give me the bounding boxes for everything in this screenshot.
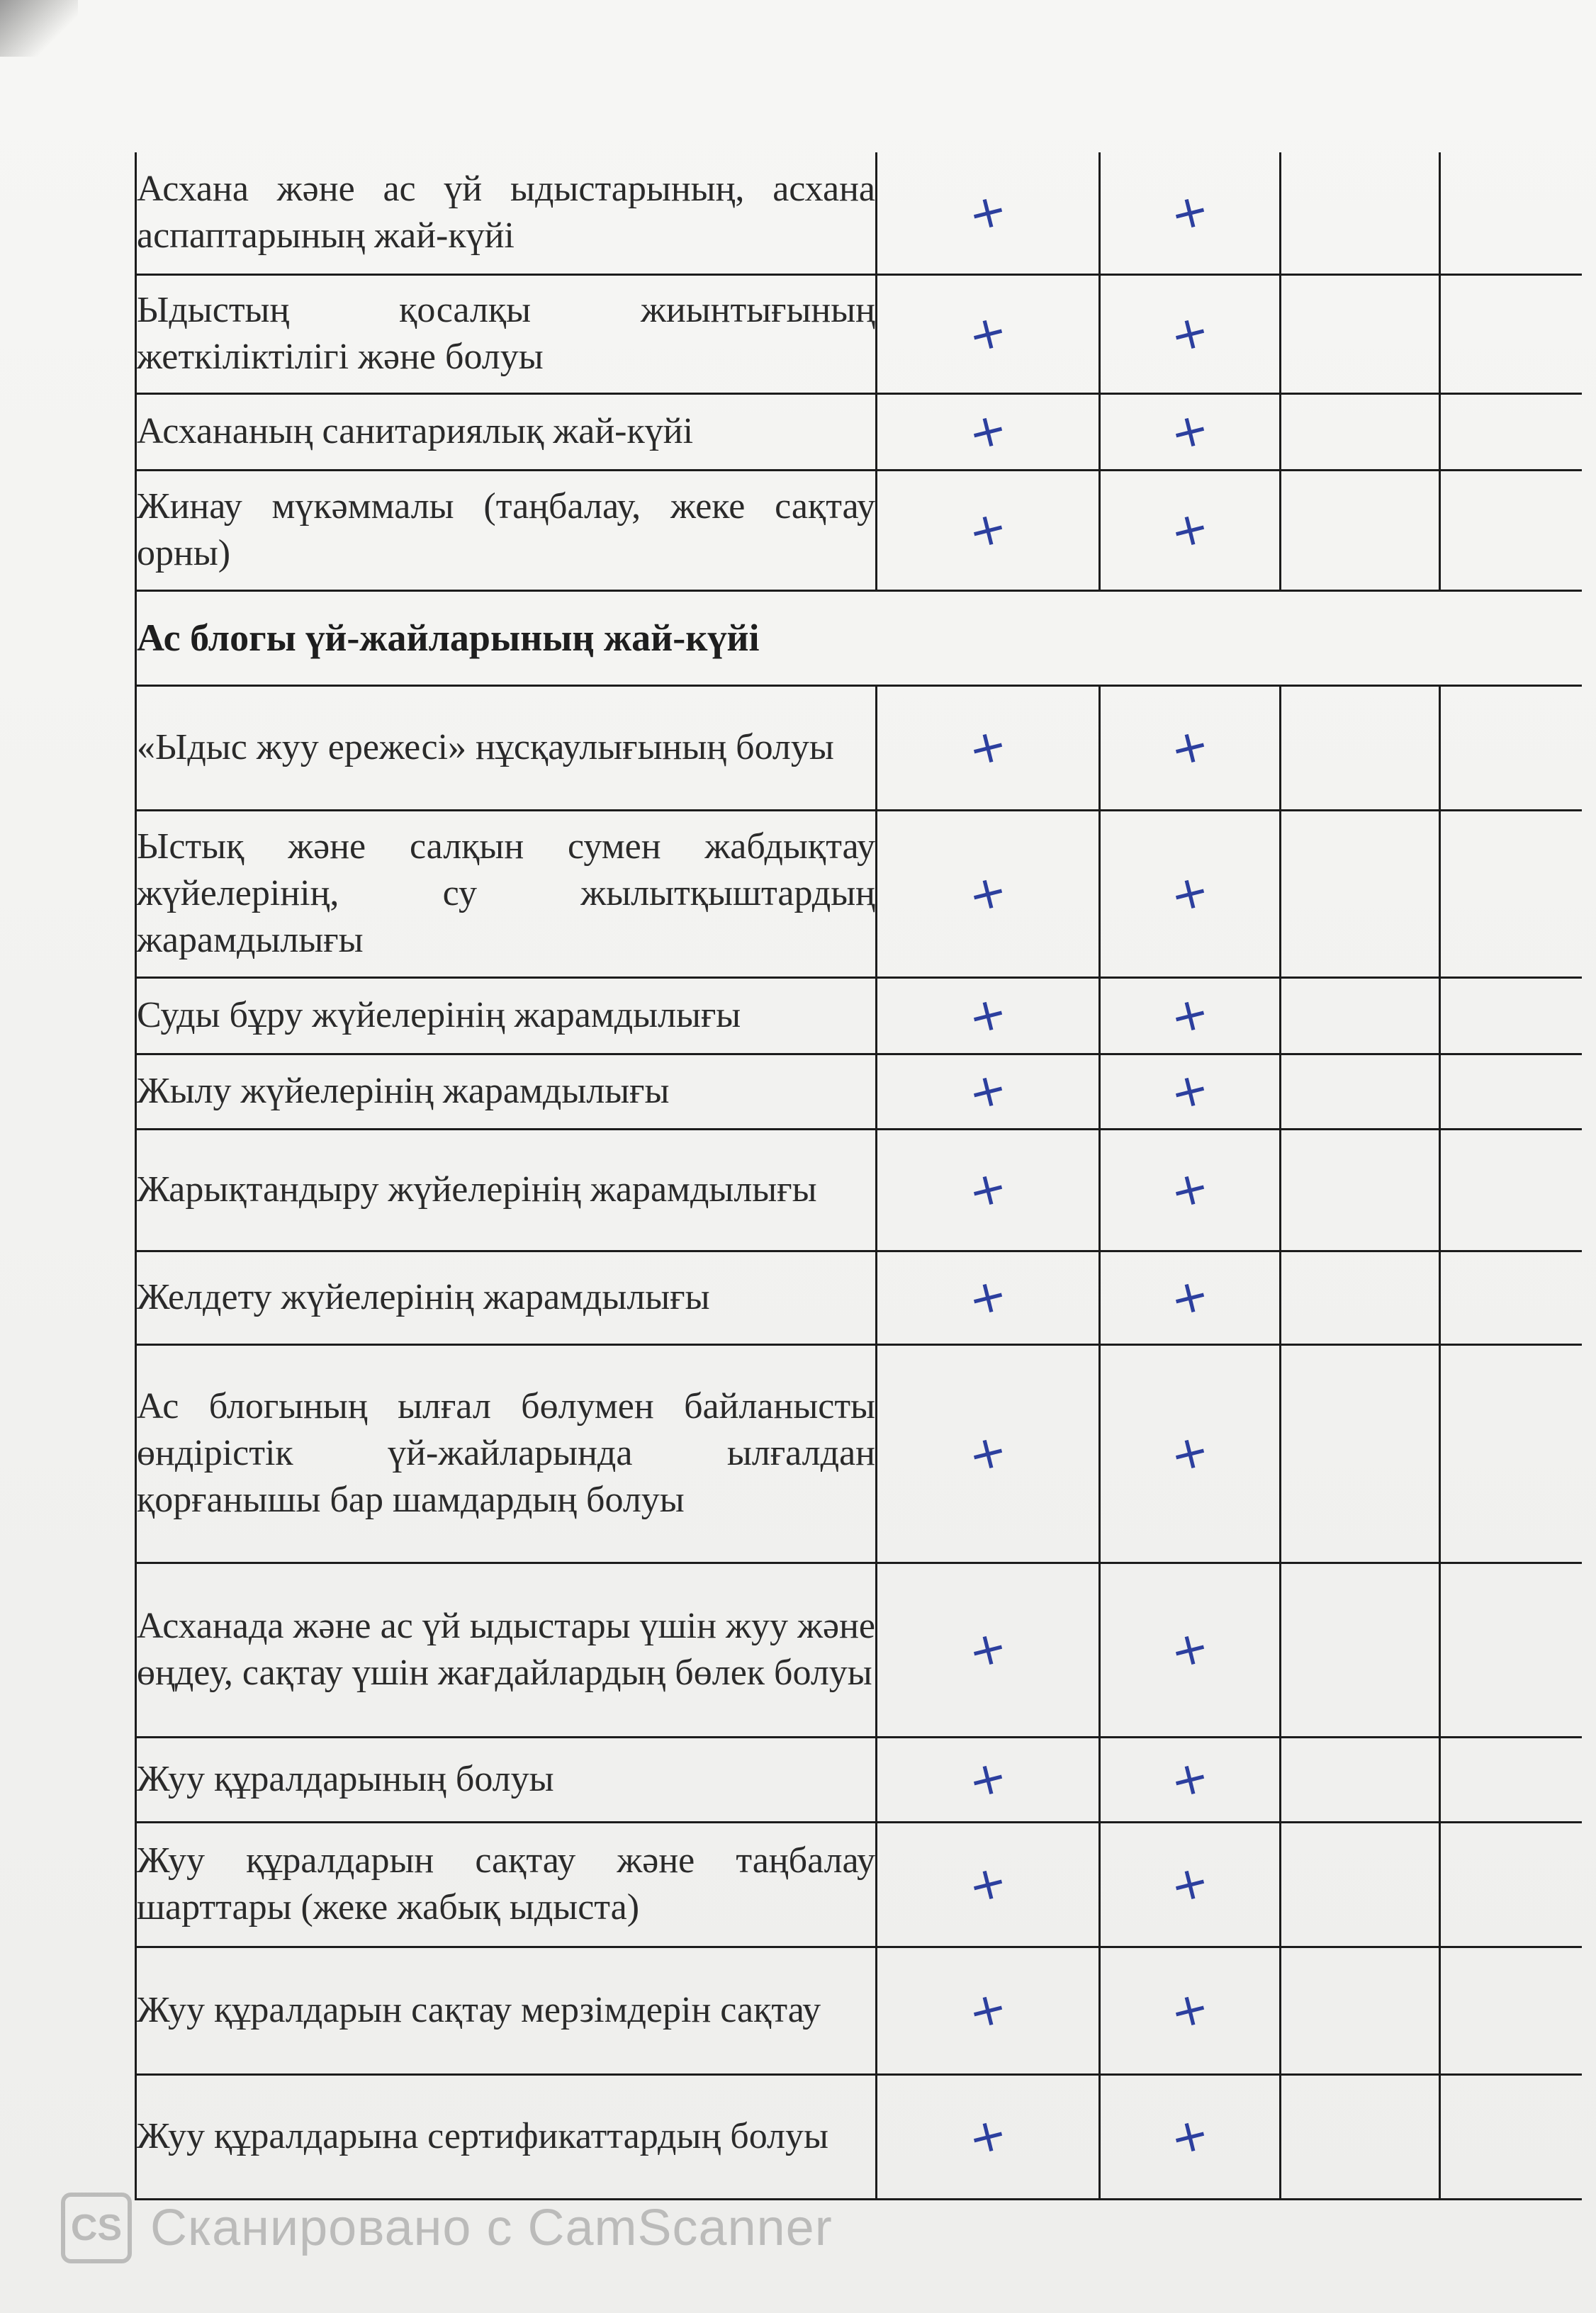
item-label: Жарықтандыру жүйелерінің жарамдылығы: [136, 1129, 877, 1251]
check-mark-col2: +: [1100, 810, 1281, 977]
empty-cell: [1440, 2074, 1582, 2199]
item-label: Жуу құралдарын сақтау мерзімдерін сақтау: [136, 1947, 877, 2074]
table-row: [136, 1822, 1582, 1947]
check-mark-col1: +: [877, 2074, 1100, 2199]
empty-cell: [1281, 393, 1440, 470]
empty-cell: [1440, 1822, 1582, 1947]
check-mark-col1: +: [877, 810, 1100, 977]
check-mark-col2: +: [1100, 274, 1281, 393]
empty-cell: [1440, 152, 1582, 274]
empty-cell: [1281, 685, 1440, 810]
table-row: [136, 2074, 1582, 2199]
empty-cell: [1440, 685, 1582, 810]
empty-cell: [1281, 274, 1440, 393]
item-label: Ас блогының ылғал бөлумен байланысты өндірістік үй-жайларында ылғалдан қорғанышы бар шамдардың болуы: [136, 1344, 877, 1563]
empty-cell: [1281, 810, 1440, 977]
section-row: [136, 590, 1582, 685]
empty-cell: [1281, 1251, 1440, 1344]
empty-cell: [1440, 1251, 1582, 1344]
check-mark-col2: +: [1100, 685, 1281, 810]
check-mark-col1: +: [877, 977, 1100, 1054]
item-label: Ыстық және салқын сумен жабдықтау жүйелерінің, су жылытқыштардың жарамдылығы: [136, 810, 877, 977]
check-mark-col2: +: [1100, 1737, 1281, 1822]
empty-cell: [1281, 470, 1440, 590]
item-label: Жуу құралдарын сақтау және таңбалау шарттары (жеке жабық ыдыста): [136, 1822, 877, 1947]
table-row: [136, 1129, 1582, 1251]
empty-cell: [1281, 2074, 1440, 2199]
item-label: Ыдыстың қосалқы жиынтығының жеткіліктілігі және болуы: [136, 274, 877, 393]
check-mark-col1: +: [877, 470, 1100, 590]
empty-cell: [1440, 1947, 1582, 2074]
empty-cell: [1440, 977, 1582, 1054]
empty-cell: [1281, 1054, 1440, 1129]
item-label: Жинау мүкәммалы (таңбалау, жеке сақтау орны): [136, 470, 877, 590]
check-mark-col2: +: [1100, 1129, 1281, 1251]
check-mark-col1: +: [877, 274, 1100, 393]
check-mark-col1: +: [877, 1563, 1100, 1737]
table-row: [136, 274, 1582, 393]
empty-cell: [1440, 393, 1582, 470]
check-mark-col2: +: [1100, 1344, 1281, 1563]
check-mark-col1: +: [877, 685, 1100, 810]
table-row: [136, 810, 1582, 977]
check-mark-col2: +: [1100, 152, 1281, 274]
check-mark-col2: +: [1100, 470, 1281, 590]
item-label: Асханада және ас үй ыдыстары үшін жуу және өңдеу, сақтау үшін жағдайлардың бөлек болуы: [136, 1563, 877, 1737]
checklist-table: [135, 152, 1582, 2200]
empty-cell: [1440, 470, 1582, 590]
check-mark-col2: +: [1100, 1947, 1281, 2074]
empty-cell: [1281, 1563, 1440, 1737]
item-label: Суды бұру жүйелерінің жарамдылығы: [136, 977, 877, 1054]
item-label: Жылу жүйелерінің жарамдылығы: [136, 1054, 877, 1129]
check-mark-col1: +: [877, 1129, 1100, 1251]
check-mark-col1: +: [877, 1054, 1100, 1129]
camscanner-watermark: [61, 2188, 833, 2268]
empty-cell: [1281, 152, 1440, 274]
item-label: Асхана және ас үй ыдыстарының, асхана аспаптарының жай-күйі: [136, 152, 877, 274]
check-mark-col1: +: [877, 393, 1100, 470]
table-row: [136, 470, 1582, 590]
table-row: [136, 1344, 1582, 1563]
empty-cell: [1281, 1129, 1440, 1251]
item-label: «Ыдыс жуу ережесі» нұсқаулығының болуы: [136, 685, 877, 810]
table-row: [136, 393, 1582, 470]
empty-cell: [1281, 1737, 1440, 1822]
empty-cell: [1281, 977, 1440, 1054]
empty-cell: [1440, 1054, 1582, 1129]
check-mark-col1: +: [877, 152, 1100, 274]
item-label: Жуу құралдарының болуы: [136, 1737, 877, 1822]
check-mark-col2: +: [1100, 1251, 1281, 1344]
table-row: [136, 685, 1582, 810]
watermark-text: Сканировано с CamScanner: [150, 2200, 833, 2256]
check-mark-col1: +: [877, 1344, 1100, 1563]
camscanner-logo-icon: CS: [61, 2193, 132, 2263]
check-mark-col2: +: [1100, 2074, 1281, 2199]
empty-cell: [1440, 1129, 1582, 1251]
table-row: [136, 1947, 1582, 2074]
check-mark-col1: +: [877, 1737, 1100, 1822]
check-mark-col1: +: [877, 1822, 1100, 1947]
empty-cell: [1281, 1822, 1440, 1947]
table-row: [136, 1737, 1582, 1822]
empty-cell: [1281, 1947, 1440, 2074]
check-mark-col2: +: [1100, 1822, 1281, 1947]
check-mark-col2: +: [1100, 1054, 1281, 1129]
table-row: [136, 152, 1582, 274]
table-row: [136, 1251, 1582, 1344]
page-corner-shadow: [0, 0, 78, 57]
check-mark-col2: +: [1100, 393, 1281, 470]
empty-cell: [1440, 810, 1582, 977]
empty-cell: [1281, 1344, 1440, 1563]
item-label: Жуу құралдарына сертификаттардың болуы: [136, 2074, 877, 2199]
check-mark-col2: +: [1100, 977, 1281, 1054]
section-heading: Ас блогы үй-жайларының жай-күйі: [136, 590, 1582, 685]
empty-cell: [1440, 274, 1582, 393]
check-mark-col1: +: [877, 1947, 1100, 2074]
check-mark-col2: +: [1100, 1563, 1281, 1737]
table-row: [136, 1563, 1582, 1737]
empty-cell: [1440, 1737, 1582, 1822]
table-row: [136, 1054, 1582, 1129]
table-row: [136, 977, 1582, 1054]
check-mark-col1: +: [877, 1251, 1100, 1344]
empty-cell: [1440, 1344, 1582, 1563]
item-label: Асхананың санитариялық жай-күйі: [136, 393, 877, 470]
item-label: Желдету жүйелерінің жарамдылығы: [136, 1251, 877, 1344]
empty-cell: [1440, 1563, 1582, 1737]
